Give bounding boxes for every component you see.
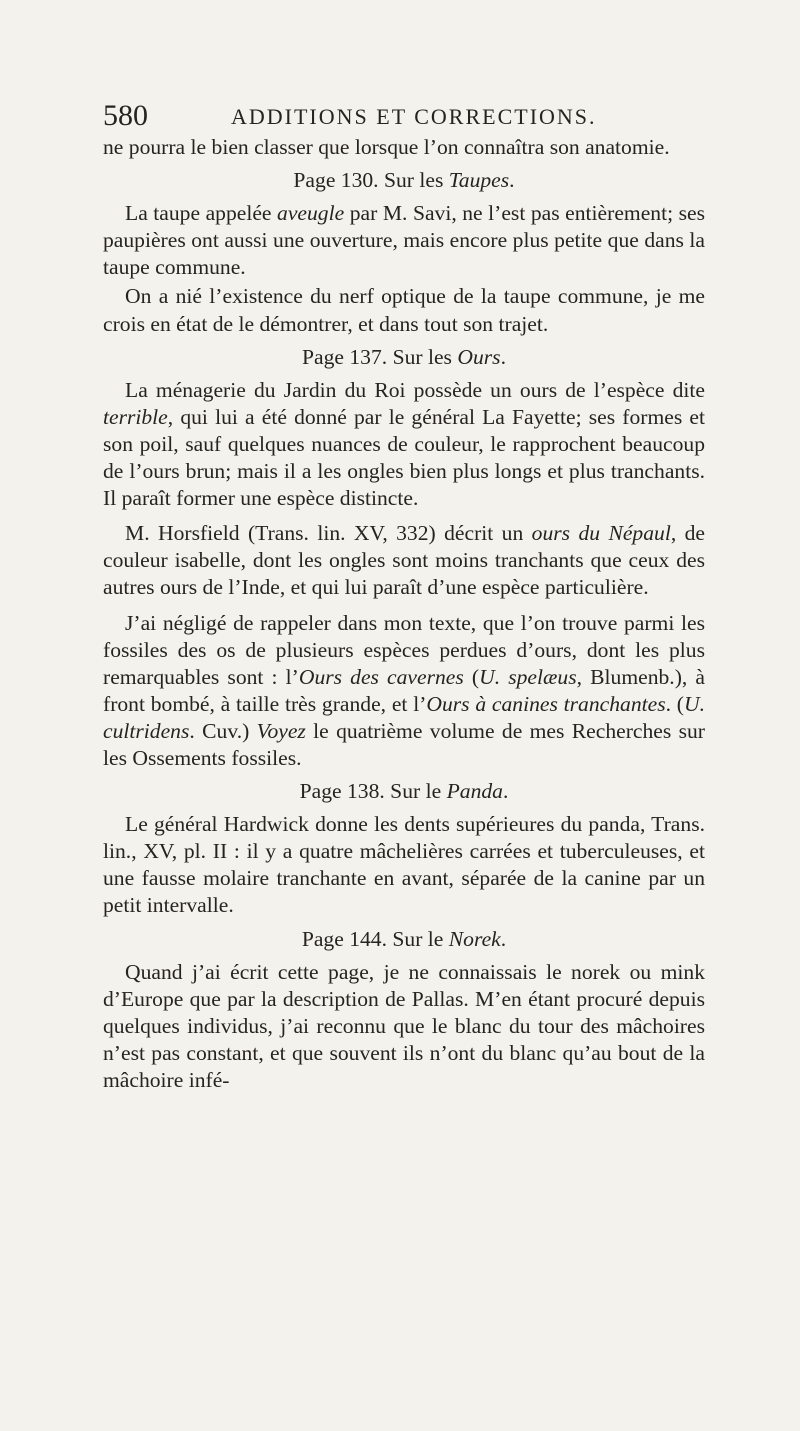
paragraph: La ménagerie du Jardin du Roi possède un ours de l’espèce dite terrible, qui lui a été donné par le général La Fayette; ses formes et son poil, sauf quelques nuances de couleur, le rapprochent beaucoup de l’ours brun; mais il a les ongles bien plus longs et plus tranchants. Il paraît former une espèce distincte. (103, 377, 705, 511)
paragraph-fossils: J’ai négligé de rappeler dans mon texte, que l’on trouve parmi les fossiles des os de plusieurs espèces perdues d’ours, dont les plus remarquables sont : l’Ours des cavernes (U. spelæus, Blumenb.), à front bombé, à taille très grande, et l’Ours à canines tranchantes. (U. cultridens. Cuv.) Voyez le quatrième volume de mes Recherches sur les Ossements fossiles. (103, 610, 705, 770)
paragraph: La taupe appelée aveugle par M. Savi, ne l’est pas entièrement; ses paupières ont aussi une ouverture, mais encore plus petite que dans la taupe commune. (103, 201, 705, 280)
paragraph: ne pourra le bien classer que lorsque l’on connaîtra son anatomie. (103, 135, 670, 159)
section-heading-taupes: Page 130. Sur les Taupes. (293, 168, 515, 193)
section-heading-panda: Page 138. Sur le Panda. (299, 779, 509, 804)
paragraph: Quand j’ai écrit cette page, je ne connaissais le norek ou mink d’Europe que par la description de Pallas. M’en étant procuré depuis quelques individus, j’ai reconnu que le blanc du tour des mâchoires n’est pas constant, et que souvent ils n’ont du blanc qu’au bout de la mâchoire infé- (103, 959, 705, 1092)
paragraph: M. Horsfield (Trans. lin. XV, 332) décrit un ours du Népaul, de couleur isabelle, dont les ongles sont moins tranchants que ceux des autres ours de l’Inde, et qui lui paraît d’une espèce particulière. (103, 521, 706, 600)
running-header (103, 96, 703, 136)
paragraph: Le général Hardwick donne les dents supérieures du panda, Trans. lin., XV, pl. II : il y a quatre mâchelières carrées et tuberculeuses, et une fausse molaire tranchante en avant, séparée de la canine par un petit intervalle. (103, 812, 705, 918)
page-number: 580 (103, 99, 148, 132)
section-heading-ours: Page 137. Sur les Ours. (302, 344, 506, 369)
running-title: ADDITIONS ET CORRECTIONS. (231, 104, 597, 129)
paragraph: On a nié l’existence du nerf optique de la taupe commune, je me crois en état de le démontrer, et dans tout son trajet. (103, 284, 705, 336)
section-heading-norek: Page 144. Sur le Norek. (301, 926, 507, 951)
page-body (103, 134, 705, 1094)
